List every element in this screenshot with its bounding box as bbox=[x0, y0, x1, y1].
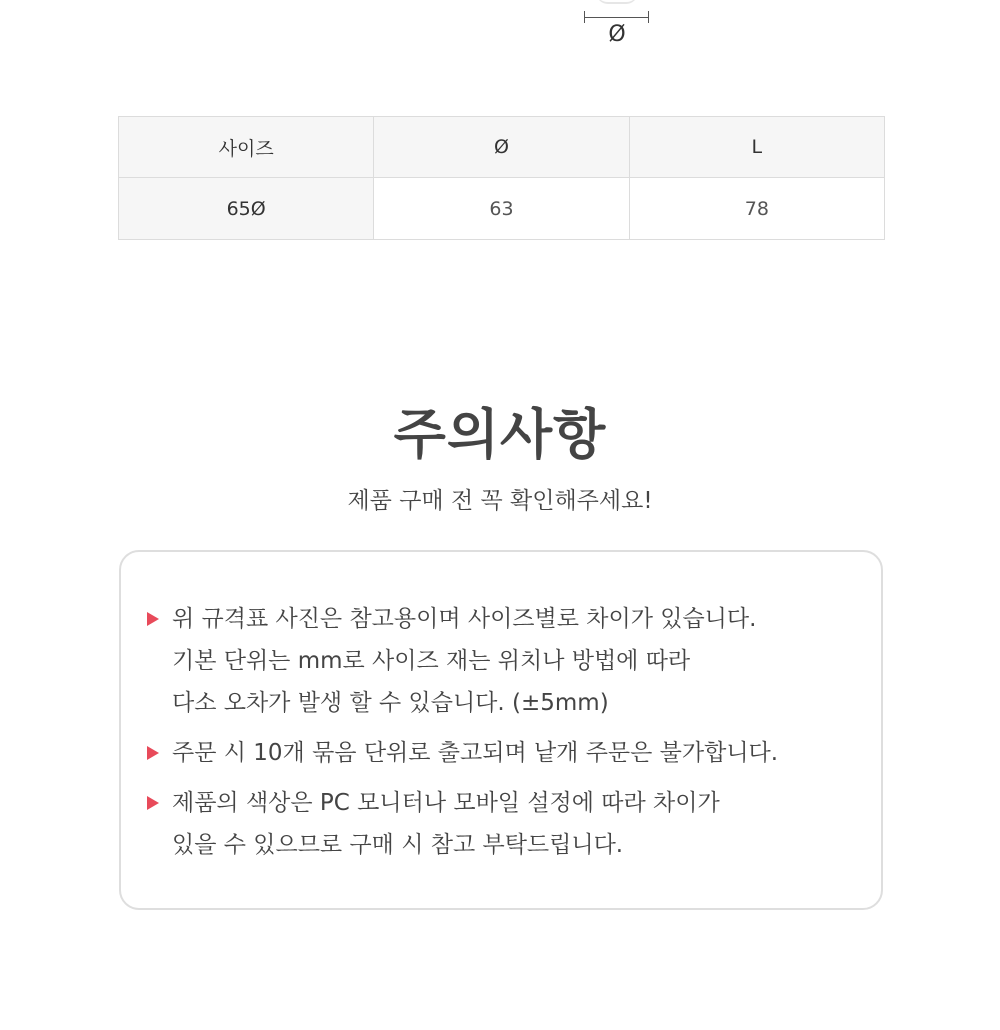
triangle-bullet-icon bbox=[147, 612, 159, 626]
cell-length: 78 bbox=[629, 178, 884, 240]
table-row bbox=[119, 178, 885, 240]
list-item bbox=[147, 598, 867, 724]
caution-title: 주의사항 bbox=[393, 403, 607, 466]
caution-line: 기본 단위는 mm로 사이즈 재는 위치나 방법에 따라 bbox=[172, 648, 691, 674]
caution-line: 있을 수 있으므로 구매 시 참고 부탁드립니다. bbox=[172, 832, 624, 858]
header-diameter: Ø bbox=[374, 117, 629, 178]
cell-diameter: 63 bbox=[374, 178, 629, 240]
size-table-header-row bbox=[119, 117, 885, 178]
triangle-bullet-icon bbox=[147, 746, 159, 760]
cell-size: 65Ø bbox=[119, 178, 374, 240]
caution-line: 다소 오차가 발생 할 수 있습니다. (±5mm) bbox=[172, 690, 609, 716]
caution-list bbox=[147, 598, 867, 874]
caution-line: 주문 시 10개 묶음 단위로 출고되며 낱개 주문은 불가합니다. bbox=[172, 740, 779, 766]
caution-box bbox=[119, 550, 883, 910]
header-length: L bbox=[629, 117, 884, 178]
dimension-line bbox=[584, 17, 649, 18]
product-outline-arc bbox=[596, 0, 638, 4]
size-table bbox=[118, 116, 885, 240]
triangle-bullet-icon bbox=[147, 796, 159, 810]
list-item bbox=[147, 732, 867, 774]
caution-line: 제품의 색상은 PC 모니터나 모바일 설정에 따라 차이가 bbox=[172, 790, 720, 816]
list-item bbox=[147, 782, 867, 866]
diameter-label: Ø bbox=[608, 22, 626, 47]
dimension-diagram bbox=[584, 0, 650, 50]
caution-subtitle: 제품 구매 전 꼭 확인해주세요! bbox=[347, 488, 653, 514]
header-size: 사이즈 bbox=[119, 117, 374, 178]
caution-line: 위 규격표 사진은 참고용이며 사이즈별로 차이가 있습니다. bbox=[172, 606, 757, 632]
